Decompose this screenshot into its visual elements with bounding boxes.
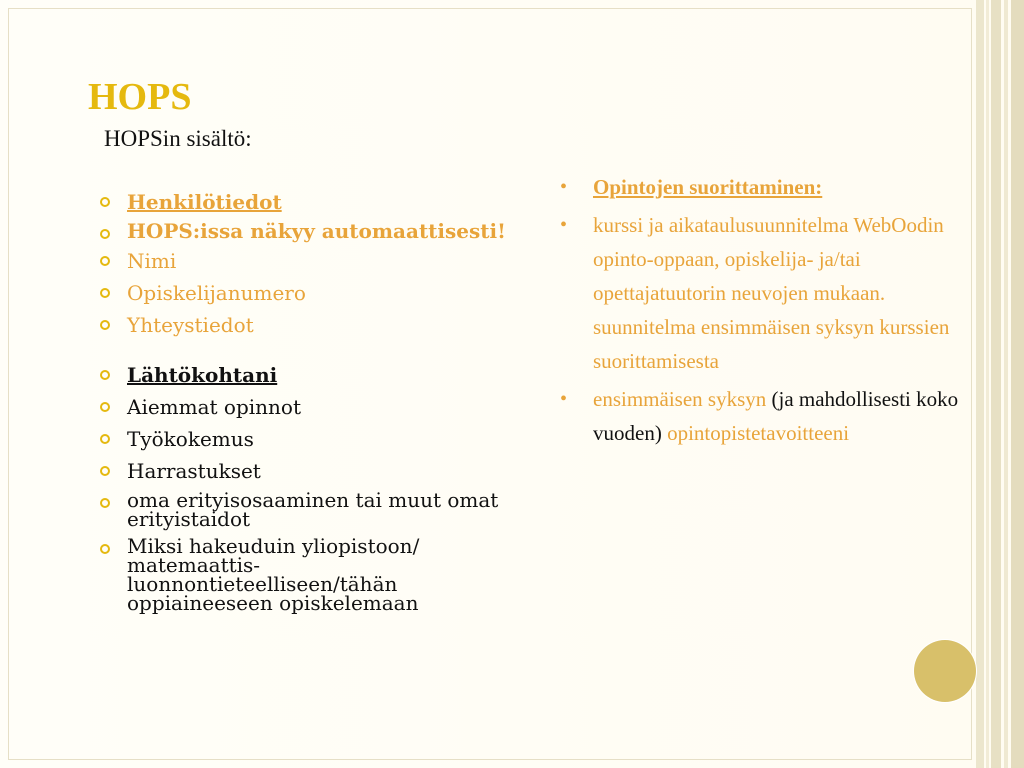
ring-bullet-icon xyxy=(100,229,110,239)
ring-bullet-icon xyxy=(100,402,110,412)
ring-bullet-icon xyxy=(100,434,110,444)
decorative-stripe xyxy=(991,0,1001,768)
list-item xyxy=(100,281,520,305)
list-item-text: (ja mahdollisesti koko vuoden) xyxy=(593,387,959,445)
bullet-dot-icon: • xyxy=(560,388,568,410)
list-item xyxy=(100,395,520,419)
decorative-stripe xyxy=(976,0,984,768)
slide-title: HOPS xyxy=(88,76,192,118)
list-item-text: Opiskelijanumero xyxy=(127,281,306,305)
list-item-text: kurssi ja aikataulusuunnitelma WebOodin opinto-oppaan, opiskelija- ja/tai opettajatuutorin neuvojen mukaan. suunnitelma ensimmäisen syksyn kurssien suorittamisesta xyxy=(593,213,950,373)
ring-bullet-icon xyxy=(100,466,110,476)
ring-bullet-icon xyxy=(100,498,110,508)
list-item-text: Aiemmat opinnot xyxy=(127,395,302,419)
list-item xyxy=(100,249,520,273)
list-item-text: Miksi hakeuduin yliopistoon/ matemaattis-luonnontieteelliseen/tähän oppiaineeseen opiskelemaan xyxy=(127,534,420,615)
list-item-text: Työkokemus xyxy=(127,427,254,451)
right-content-list xyxy=(560,170,970,454)
left-content-list xyxy=(100,190,520,621)
ring-bullet-icon xyxy=(100,256,110,266)
decorative-stripe xyxy=(986,0,989,768)
list-item-text: Henkilötiedot xyxy=(127,190,282,214)
ring-bullet-icon xyxy=(100,197,110,207)
list-item xyxy=(100,488,520,531)
ring-bullet-icon xyxy=(100,288,110,298)
bullet-dot-icon: • xyxy=(560,176,568,198)
decorative-circle xyxy=(914,640,976,702)
list-item xyxy=(100,534,520,615)
list-item-text: HOPS:issa näkyy automaattisesti! xyxy=(127,219,506,243)
slide-subtitle: HOPSin sisältö: xyxy=(104,126,252,151)
list-item-text: Opintojen suorittaminen: xyxy=(593,175,823,199)
list-item-text: opintopistetavoitteeni xyxy=(667,421,850,445)
list-item-text: Lähtökohtani xyxy=(127,363,278,387)
ring-bullet-icon xyxy=(100,544,110,554)
list-item xyxy=(100,363,520,387)
list-item xyxy=(100,427,520,451)
list-item xyxy=(100,190,520,214)
list-item xyxy=(560,382,970,450)
list-item-text: oma erityisosaaminen tai muut omat erityistaidot xyxy=(127,488,499,531)
list-item xyxy=(100,313,520,337)
list-item xyxy=(560,208,970,378)
list-item-text: Yhteystiedot xyxy=(127,313,254,337)
list-item-text: Nimi xyxy=(127,249,177,273)
ring-bullet-icon xyxy=(100,370,110,380)
decorative-stripe xyxy=(1011,0,1024,768)
list-item xyxy=(560,170,970,204)
list-item xyxy=(100,219,520,243)
list-item-text: Harrastukset xyxy=(127,459,261,483)
list-item xyxy=(100,459,520,483)
bullet-dot-icon: • xyxy=(560,214,568,236)
ring-bullet-icon xyxy=(100,320,110,330)
decorative-stripe xyxy=(1004,0,1008,768)
list-item-text: ensimmäisen syksyn xyxy=(593,387,767,411)
